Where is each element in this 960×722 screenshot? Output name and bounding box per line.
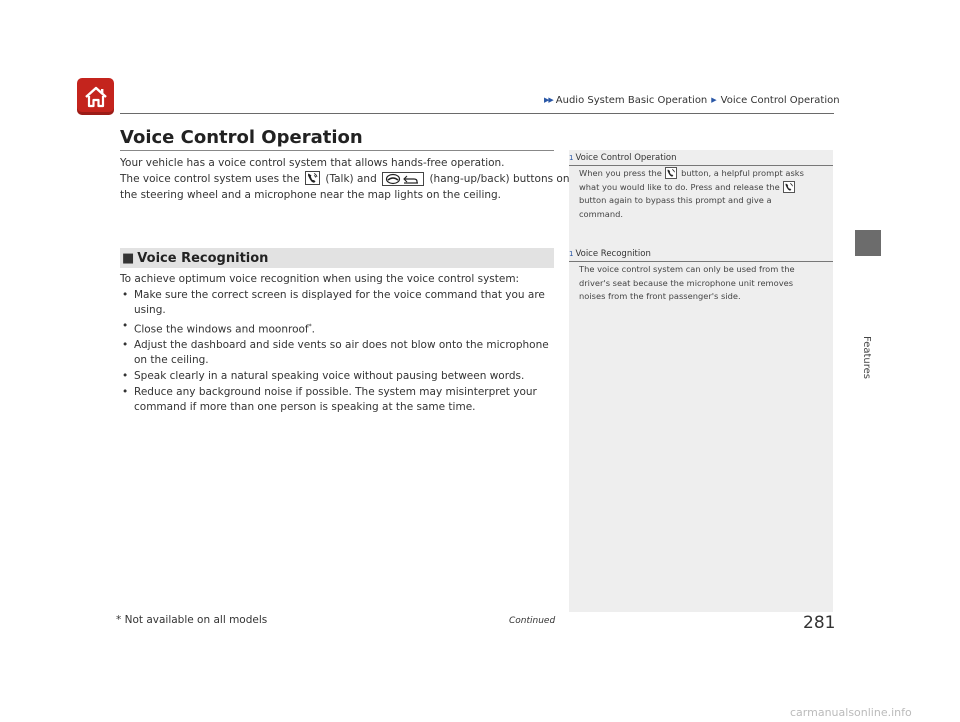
list-item-text: Adjust the dashboard and side vents so air does not blow onto the microphone <box>134 338 549 351</box>
intro-paragraph <box>120 155 570 203</box>
note-line: driver's seat because the microphone unit removes <box>579 277 794 288</box>
note-line: noises from the front passenger's side. <box>579 291 741 302</box>
section-title: Voice Recognition <box>137 250 269 266</box>
list-item-text: Reduce any background noise if possible. The system may misinterpret your <box>134 385 537 398</box>
list-item-text: using. <box>134 304 166 317</box>
note-number: 1 <box>569 154 574 162</box>
bullet-icon: • <box>122 319 129 332</box>
list-item <box>120 319 560 338</box>
note-divider <box>569 261 833 262</box>
bullet-list <box>120 288 560 416</box>
breadcrumb-arrow-icon: ▶▶ <box>544 96 553 104</box>
section-lead: To achieve optimum voice recognition when using the voice control system: <box>120 273 520 285</box>
page-number: 281 <box>803 613 836 633</box>
note-line <box>579 181 829 195</box>
note-body <box>579 167 829 222</box>
note-text: button, a helpful prompt asks <box>681 168 804 178</box>
note-title: Voice Recognition <box>575 249 651 259</box>
note-heading <box>569 247 833 261</box>
intro-line: Your vehicle has a voice control system that allows hands-free operation. <box>120 157 505 169</box>
bullet-icon: • <box>122 370 129 383</box>
chapter-label: Features <box>861 336 872 379</box>
talk-button-icon <box>305 171 320 185</box>
note-title: Voice Control Operation <box>575 153 677 163</box>
list-item-text: . <box>311 323 315 336</box>
title-divider <box>120 150 554 151</box>
list-item-text: Make sure the correct screen is displayed for the voice command that you are <box>134 288 545 301</box>
section-heading <box>120 248 554 268</box>
breadcrumb-item[interactable]: Audio System Basic Operation <box>555 94 708 106</box>
footnote: * Not available on all models <box>116 614 268 626</box>
note-line: command. <box>579 209 624 220</box>
note-line: button again to bypass this prompt and give a <box>579 195 772 206</box>
list-item <box>120 338 560 369</box>
bullet-icon: • <box>122 338 129 351</box>
home-icon <box>83 84 109 110</box>
note-heading <box>569 151 833 165</box>
breadcrumb-arrow-icon: ▶ <box>711 96 717 104</box>
watermark: carmanualsonline.info <box>790 706 912 719</box>
intro-text: The voice control system uses the <box>120 173 300 185</box>
chapter-tab[interactable] <box>855 230 881 256</box>
note-divider <box>569 165 833 166</box>
talk-button-icon <box>783 181 795 193</box>
note-line: The voice control system can only be used from the <box>579 264 795 274</box>
hang-up-back-button-icon <box>382 172 424 186</box>
list-item <box>120 385 560 416</box>
note-body <box>579 263 829 304</box>
section-body <box>120 272 560 416</box>
intro-text: (hang-up/back) buttons on <box>429 173 570 185</box>
page-title: Voice Control Operation <box>120 127 363 148</box>
header-divider <box>120 113 834 114</box>
continued-label: Continued <box>509 616 556 626</box>
bullet-icon: • <box>122 385 129 398</box>
list-item-text: Speak clearly in a natural speaking voice without pausing between words. <box>134 370 525 383</box>
breadcrumb-item[interactable]: Voice Control Operation <box>720 94 840 106</box>
note-number: 1 <box>569 250 574 258</box>
note-text: When you press the <box>579 168 662 178</box>
list-item-text: Close the windows and moonroof <box>134 323 309 336</box>
section-marker-icon: ■ <box>122 250 135 266</box>
bullet-icon: • <box>122 288 129 301</box>
note-line <box>579 167 829 181</box>
intro-text: (Talk) and <box>325 173 377 185</box>
footnote-star: * <box>308 322 312 330</box>
intro-line <box>120 171 570 187</box>
list-item <box>120 288 560 319</box>
home-button[interactable] <box>77 78 114 115</box>
breadcrumb <box>544 93 840 107</box>
list-item <box>120 369 560 385</box>
note-text: what you would like to do. Press and release the <box>579 181 780 192</box>
list-item-text: on the ceiling. <box>134 354 209 367</box>
list-item-text: command if more than one person is speaking at the same time. <box>134 401 476 414</box>
intro-line: the steering wheel and a microphone near the map lights on the ceiling. <box>120 189 502 201</box>
list-item-text <box>134 319 560 338</box>
talk-button-icon <box>665 167 677 179</box>
